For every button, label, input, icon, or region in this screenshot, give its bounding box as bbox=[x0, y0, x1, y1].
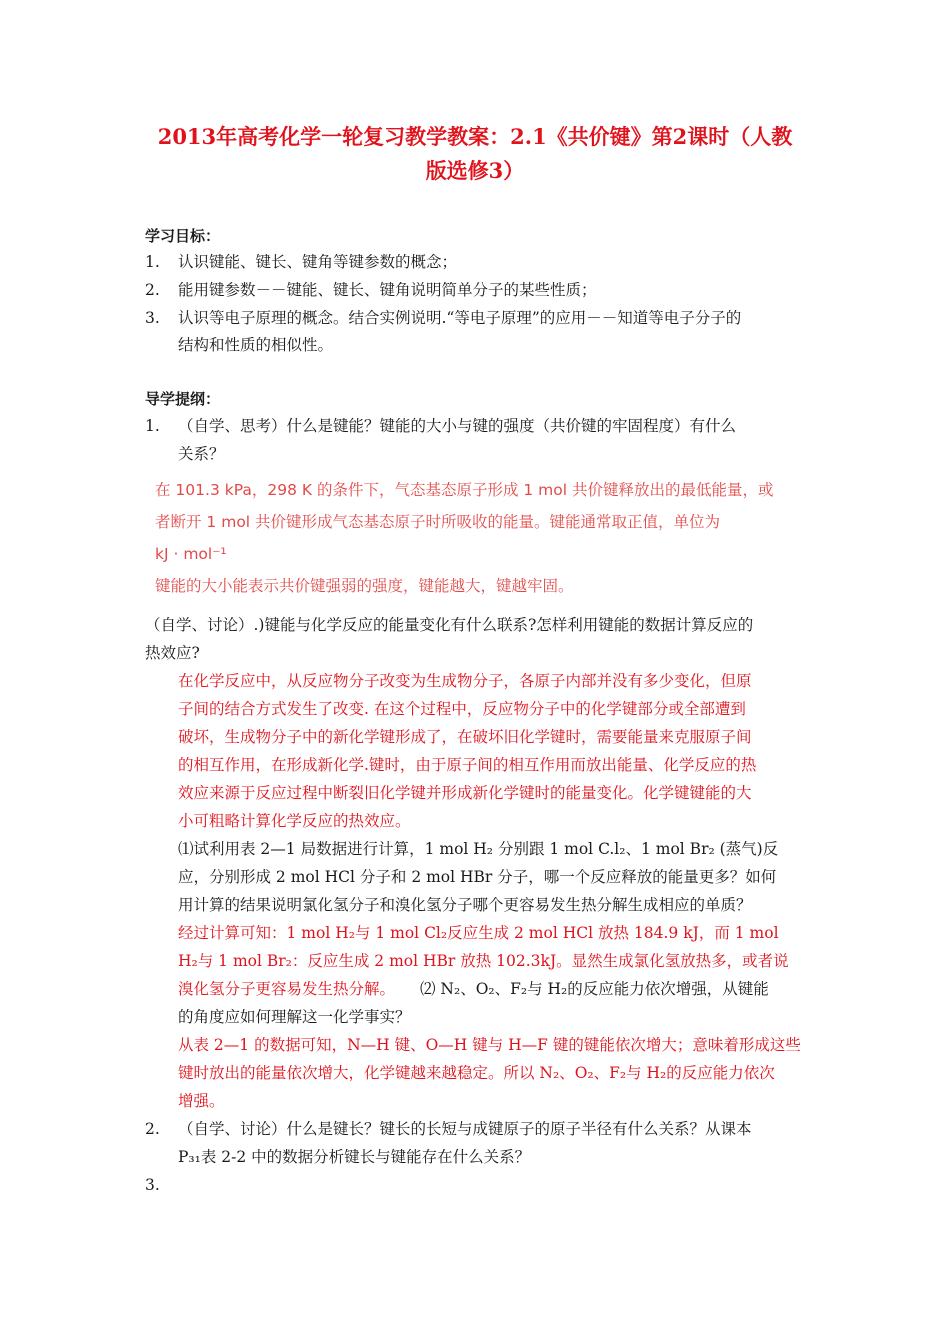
subquestion-2-answer-line-1: 从表 2—1 的数据可知，N—H 键、O—H 键与 H—F 键的键能依次增大；意味着形成这些 bbox=[178, 1036, 801, 1054]
subquestion-2-line: 的角度应如何理解这一化学事实？ bbox=[178, 1008, 411, 1026]
objective-2-text: 能用键参数－－键能、键长、键角说明简单分子的某些性质； bbox=[178, 281, 597, 299]
question-2-line-2: P₃₁表 2-2 中的数据分析键长与键能存在什么关系？ bbox=[178, 1148, 531, 1166]
subquestion-2-answer-line-2: 键时放出的能量依次增大，化学键越来越稳定。所以 N₂、O₂、F₂与 H₂的反应能力依次 bbox=[178, 1064, 775, 1082]
subquestion-1-answer-line-3: 溴化氢分子更容易发生热分解。 bbox=[178, 980, 396, 998]
subquestion-2-answer-line-3: 增强。 bbox=[178, 1092, 225, 1110]
discussion-answer-line-4: 的相互作用，在形成新化学.键时，由于原子间的相互作用而放出能量、化学反应的热 bbox=[178, 756, 757, 774]
discussion-answer-line-1: 在化学反应中，从反应物分子改变为生成物分子，各原子内部并没有多少变化，但原 bbox=[178, 672, 752, 690]
question-1-number: 1. bbox=[145, 417, 160, 435]
objective-3-number: 3. bbox=[145, 309, 160, 327]
discussion-answer-line-5: 效应来源于反应过程中断裂旧化学键并形成新化学键时的能量变化。化学键键能的大 bbox=[178, 784, 752, 802]
discussion-answer-line-6: 小可粗略计算化学反应的热效应。 bbox=[178, 812, 411, 830]
answer-1-line-4: 键能的大小能表示共价键强弱的强度，键能越大，键越牢固。 bbox=[155, 577, 574, 595]
objective-1-number: 1. bbox=[145, 253, 160, 271]
title-line-2: 版选修3） bbox=[425, 158, 525, 183]
objective-2-number: 2. bbox=[145, 281, 160, 299]
title-line-1: 2013年高考化学一轮复习教学教案：2.1《共价键》第2课时（人教 bbox=[157, 124, 793, 149]
question-2-number: 2. bbox=[145, 1120, 160, 1138]
answer-1-line-2: 者断开 1 mol 共价键形成气态基态原子时所吸收的能量。键能通常取正值，单位为 bbox=[155, 513, 721, 531]
question-3-number: 3. bbox=[145, 1176, 160, 1194]
subquestion-2-inline: ⑵ N₂、O₂、F₂与 H₂的反应能力依次增强，从键能 bbox=[420, 980, 769, 998]
objective-1-text: 认识键能、键长、键角等键参数的概念； bbox=[178, 253, 458, 271]
discussion-answer-line-2: 子间的结合方式发生了改变. 在这个过程中，反应物分子中的化学键部分或全部遭到 bbox=[178, 700, 746, 718]
subquestion-1-answer-line-2: H₂与 1 mol Br₂：反应生成 2 mol HBr 放热 102.3kJ。显然生成氯化氢放热多，或者说 bbox=[178, 952, 789, 970]
subquestion-1-answer-line-1: 经过计算可知：1 mol H₂与 1 mol Cl₂反应生成 2 mol HCl 放热 184.9 kJ，而 1 mol bbox=[178, 924, 779, 942]
discussion-question-line-2: 热效应? bbox=[145, 644, 200, 662]
document-title bbox=[140, 120, 810, 188]
objectives-heading: 学习目标： bbox=[145, 227, 221, 245]
objective-3-text: 认识等电子原理的概念。结合实例说明.“等电子原理”的应用－－知道等电子分子的 bbox=[178, 309, 742, 327]
question-1-line-2: 关系？ bbox=[178, 445, 225, 463]
subquestion-1-line-3: 用计算的结果说明氯化氢分子和溴化氢分子哪个更容易发生热分解生成相应的单质？ bbox=[178, 896, 752, 914]
question-1-line-1: （自学、思考）什么是键能？键能的大小与键的强度（共价键的牢固程度）有什么 bbox=[178, 417, 737, 435]
answer-1-line-3: kJ · mol⁻¹ bbox=[155, 545, 227, 563]
discussion-question-line-1: （自学、讨论）.)键能与化学反应的能量变化有什么联系?怎样利用键能的数据计算反应的 bbox=[145, 616, 754, 634]
discussion-answer-line-3: 破坏，生成物分子中的新化学键形成了，在破坏旧化学键时，需要能量来克服原子间 bbox=[178, 728, 752, 746]
question-2-line-1: （自学、讨论）什么是键长？键长的长短与成键原子的原子半径有什么关系？从课本 bbox=[178, 1120, 752, 1138]
answer-1-line-1: 在 101.3 kPa，298 K 的条件下，气态基态原子形成 1 mol 共价键释放出的最低能量，或 bbox=[155, 481, 774, 499]
subquestion-1-line-1: ⑴试利用表 2—1 局数据进行计算，1 mol H₂ 分别跟 1 mol C.l₂、1 mol Br₂ (蒸气)反 bbox=[178, 840, 779, 858]
guide-heading: 导学提纲： bbox=[145, 390, 221, 408]
objective-3-continuation: 结构和性质的相似性。 bbox=[178, 336, 334, 354]
subquestion-1-line-2: 应，分别形成 2 mol HCl 分子和 2 mol HBr 分子，哪一个反应释放的能量更多？如何 bbox=[178, 868, 777, 886]
